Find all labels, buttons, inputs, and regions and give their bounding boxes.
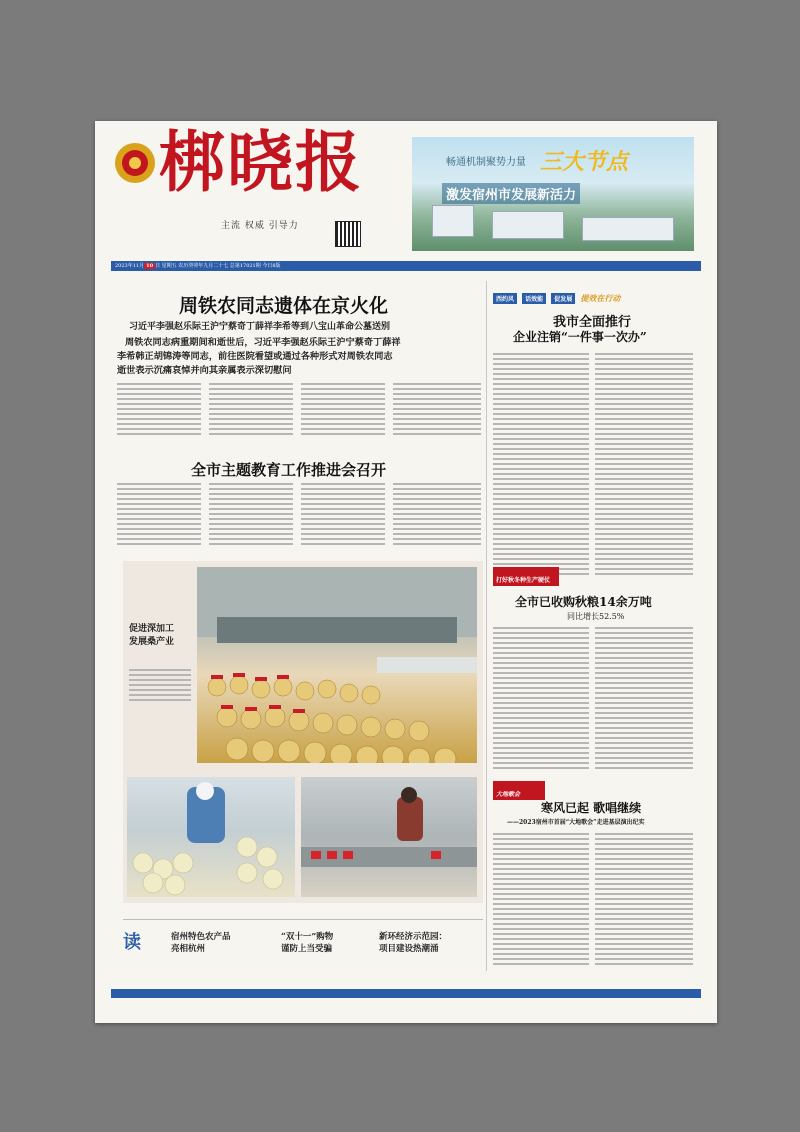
photo-feature	[123, 561, 483, 903]
photo-caption-title-2: 发展桑产业	[129, 637, 175, 647]
qr-code-icon	[335, 221, 361, 247]
lead-body-col-4	[393, 383, 481, 438]
party-emblem-icon	[111, 139, 159, 187]
worker-pears-photo	[127, 777, 295, 897]
date-info: 星期五 农历癸卯年九月二十七 总第17021期 今日8版	[161, 263, 281, 269]
date-text: 2023年11月	[115, 263, 145, 269]
right-top-title-2: 企业注销“一件事一次办”	[513, 330, 647, 344]
teaser-item-line-2: 谨防上当受骗	[281, 944, 333, 954]
section-tag: 西约风	[493, 293, 517, 304]
ad-building-image	[432, 205, 474, 237]
packaging-illustration	[301, 777, 477, 897]
lead-body-col-2	[209, 383, 293, 438]
section-tag: 打好秋冬种生产硬仗	[496, 577, 551, 584]
right-mid-body-col-1	[493, 627, 589, 772]
right-mid-body-col-2	[595, 627, 693, 772]
jars-illustration	[197, 567, 477, 763]
section-tag: 话效能	[522, 293, 546, 304]
right-top-title-1: 我市全面推行	[553, 315, 632, 330]
right-mid-tag	[493, 567, 559, 586]
section-tag-script: 提效在行动	[580, 293, 621, 303]
lead-subhead-2: 周铁农同志病重期间和逝世后，习近平李强赵乐际王沪宁蔡奇丁薛祥	[125, 337, 401, 348]
ad-headline: 三大节点	[540, 149, 629, 175]
photo-caption-title-1: 促进深加工	[129, 624, 175, 634]
right-top-body-col-1	[493, 353, 589, 578]
right-bottom-body-col-2	[595, 833, 693, 968]
photo-caption	[129, 621, 195, 704]
teaser-item-line-1: 新环经济示范园：	[379, 932, 448, 942]
right-bottom-body-col-1	[493, 833, 589, 968]
right-top-body-col-2	[595, 353, 693, 578]
right-bottom-tag	[493, 781, 545, 800]
factory-production-line-photo	[197, 567, 477, 763]
ad-slogan: 激发宿州市发展新活力	[442, 183, 580, 204]
teaser-item[interactable]	[379, 930, 447, 954]
right-bottom-subtitle: ——2023宿州市首届“大地歌会”走进基层演出纪实	[507, 819, 645, 826]
teaser-item-line-1: 宿州特色农产品	[171, 932, 231, 942]
ad-tagline: 畅通机制聚势力量	[446, 157, 526, 168]
teaser-item[interactable]	[281, 930, 333, 954]
right-mid-title: 全市已收购秋粮14余万吨	[515, 595, 652, 609]
pears-illustration	[127, 777, 295, 897]
date-day: 10	[146, 263, 154, 269]
lead-subhead-4: 逝世表示沉痛哀悼并向其亲属表示深切慰问	[117, 365, 292, 376]
newspaper-page	[95, 121, 717, 1023]
packaging-line-photo	[301, 777, 477, 897]
lead-headline: 周铁农同志遗体在京火化	[179, 295, 389, 317]
teaser-item-line-1: “双十一”购物	[281, 932, 334, 942]
teaser-item-line-2: 项目建设热潮涌	[379, 944, 439, 954]
date-bar: 2023年11月 10 日 星期五 农历癸卯年九月二十七 总第17021期 今日8版	[111, 261, 701, 271]
teaser-item-line-2: 亮相杭州	[171, 944, 206, 954]
bottom-info-bar	[111, 989, 701, 998]
top-advertisement	[412, 137, 694, 251]
ad-factory-image	[492, 211, 564, 239]
teaser-label: 读	[123, 932, 141, 953]
story2-headline: 全市主题教育工作推进会召开	[191, 461, 387, 479]
teaser-strip	[123, 919, 483, 970]
lead-body-col-1	[117, 383, 201, 438]
right-bottom-title: 寒风已起 歌唱继续	[541, 801, 642, 815]
section-tag: 大地歌会	[496, 791, 521, 798]
story2-body-col-1	[117, 483, 201, 548]
column-divider	[486, 281, 487, 971]
section-tag: 促发展	[551, 293, 575, 304]
ad-park-image	[582, 217, 674, 241]
lead-subhead-3: 李希韩正胡锦涛等同志，前往医院看望或通过各种形式对周铁农同志	[117, 351, 393, 362]
teaser-item[interactable]	[171, 930, 231, 954]
story2-body-col-3	[301, 483, 385, 548]
story2-body-col-2	[209, 483, 293, 548]
right-top-tags	[493, 286, 620, 305]
masthead-title: 梆晓报	[159, 123, 363, 201]
lead-body-col-3	[301, 383, 385, 438]
lead-subhead-1: 习近平李强赵乐际王沪宁蔡奇丁薛祥李希等到八宝山革命公墓送别	[129, 322, 391, 332]
story2-body-col-4	[393, 483, 481, 548]
masthead-motto: 主流 权威 引导力	[221, 221, 299, 231]
right-mid-subtitle: 同比增长52.5%	[567, 612, 625, 621]
